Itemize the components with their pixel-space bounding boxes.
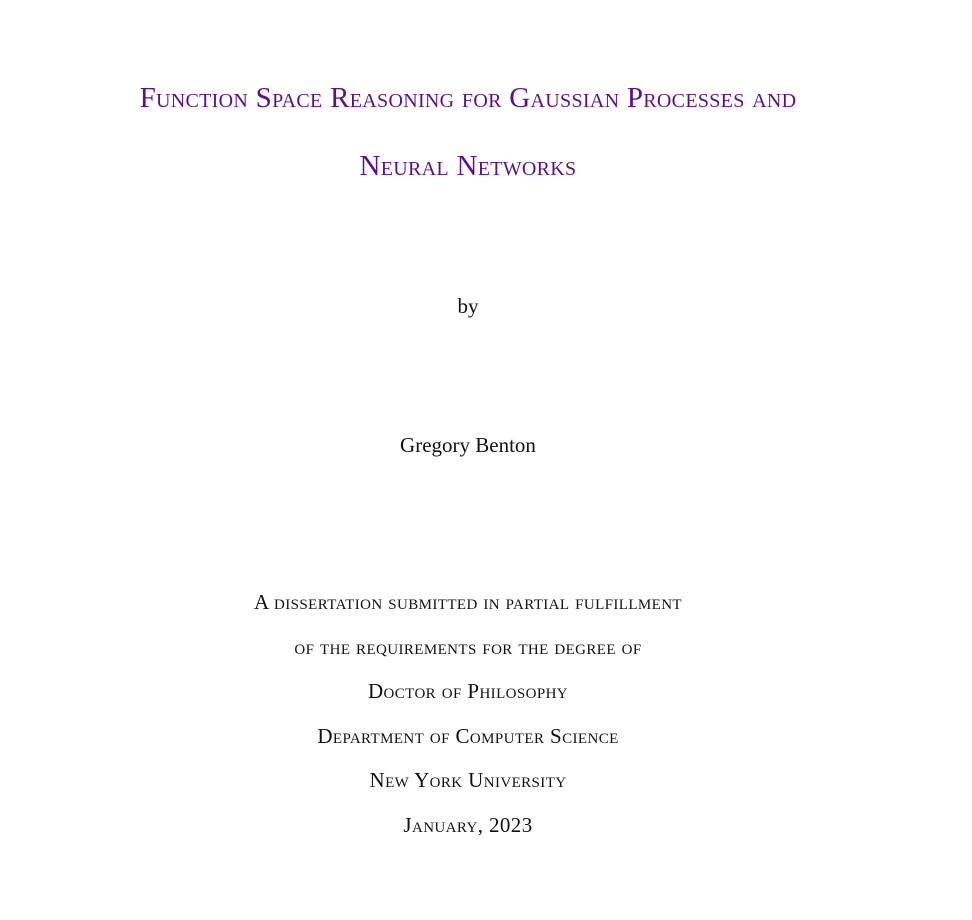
submission-statement-line-1: A dissertation submitted in partial fulfillment (254, 590, 682, 614)
university-name: New York University (369, 768, 567, 792)
dissertation-title-line-1: Function Space Reasoning for Gaussian Processes and (139, 82, 797, 114)
submission-date: January, 2023 (403, 813, 533, 837)
dissertation-title-line-2: Neural Networks (359, 150, 577, 182)
department-name: Department of Computer Science (317, 724, 619, 748)
degree-name: Doctor of Philosophy (367, 679, 569, 703)
by-label: by (457, 294, 479, 318)
submission-statement-line-2: of the requirements for the degree of (294, 635, 642, 659)
author-name: Gregory Benton (400, 433, 536, 457)
